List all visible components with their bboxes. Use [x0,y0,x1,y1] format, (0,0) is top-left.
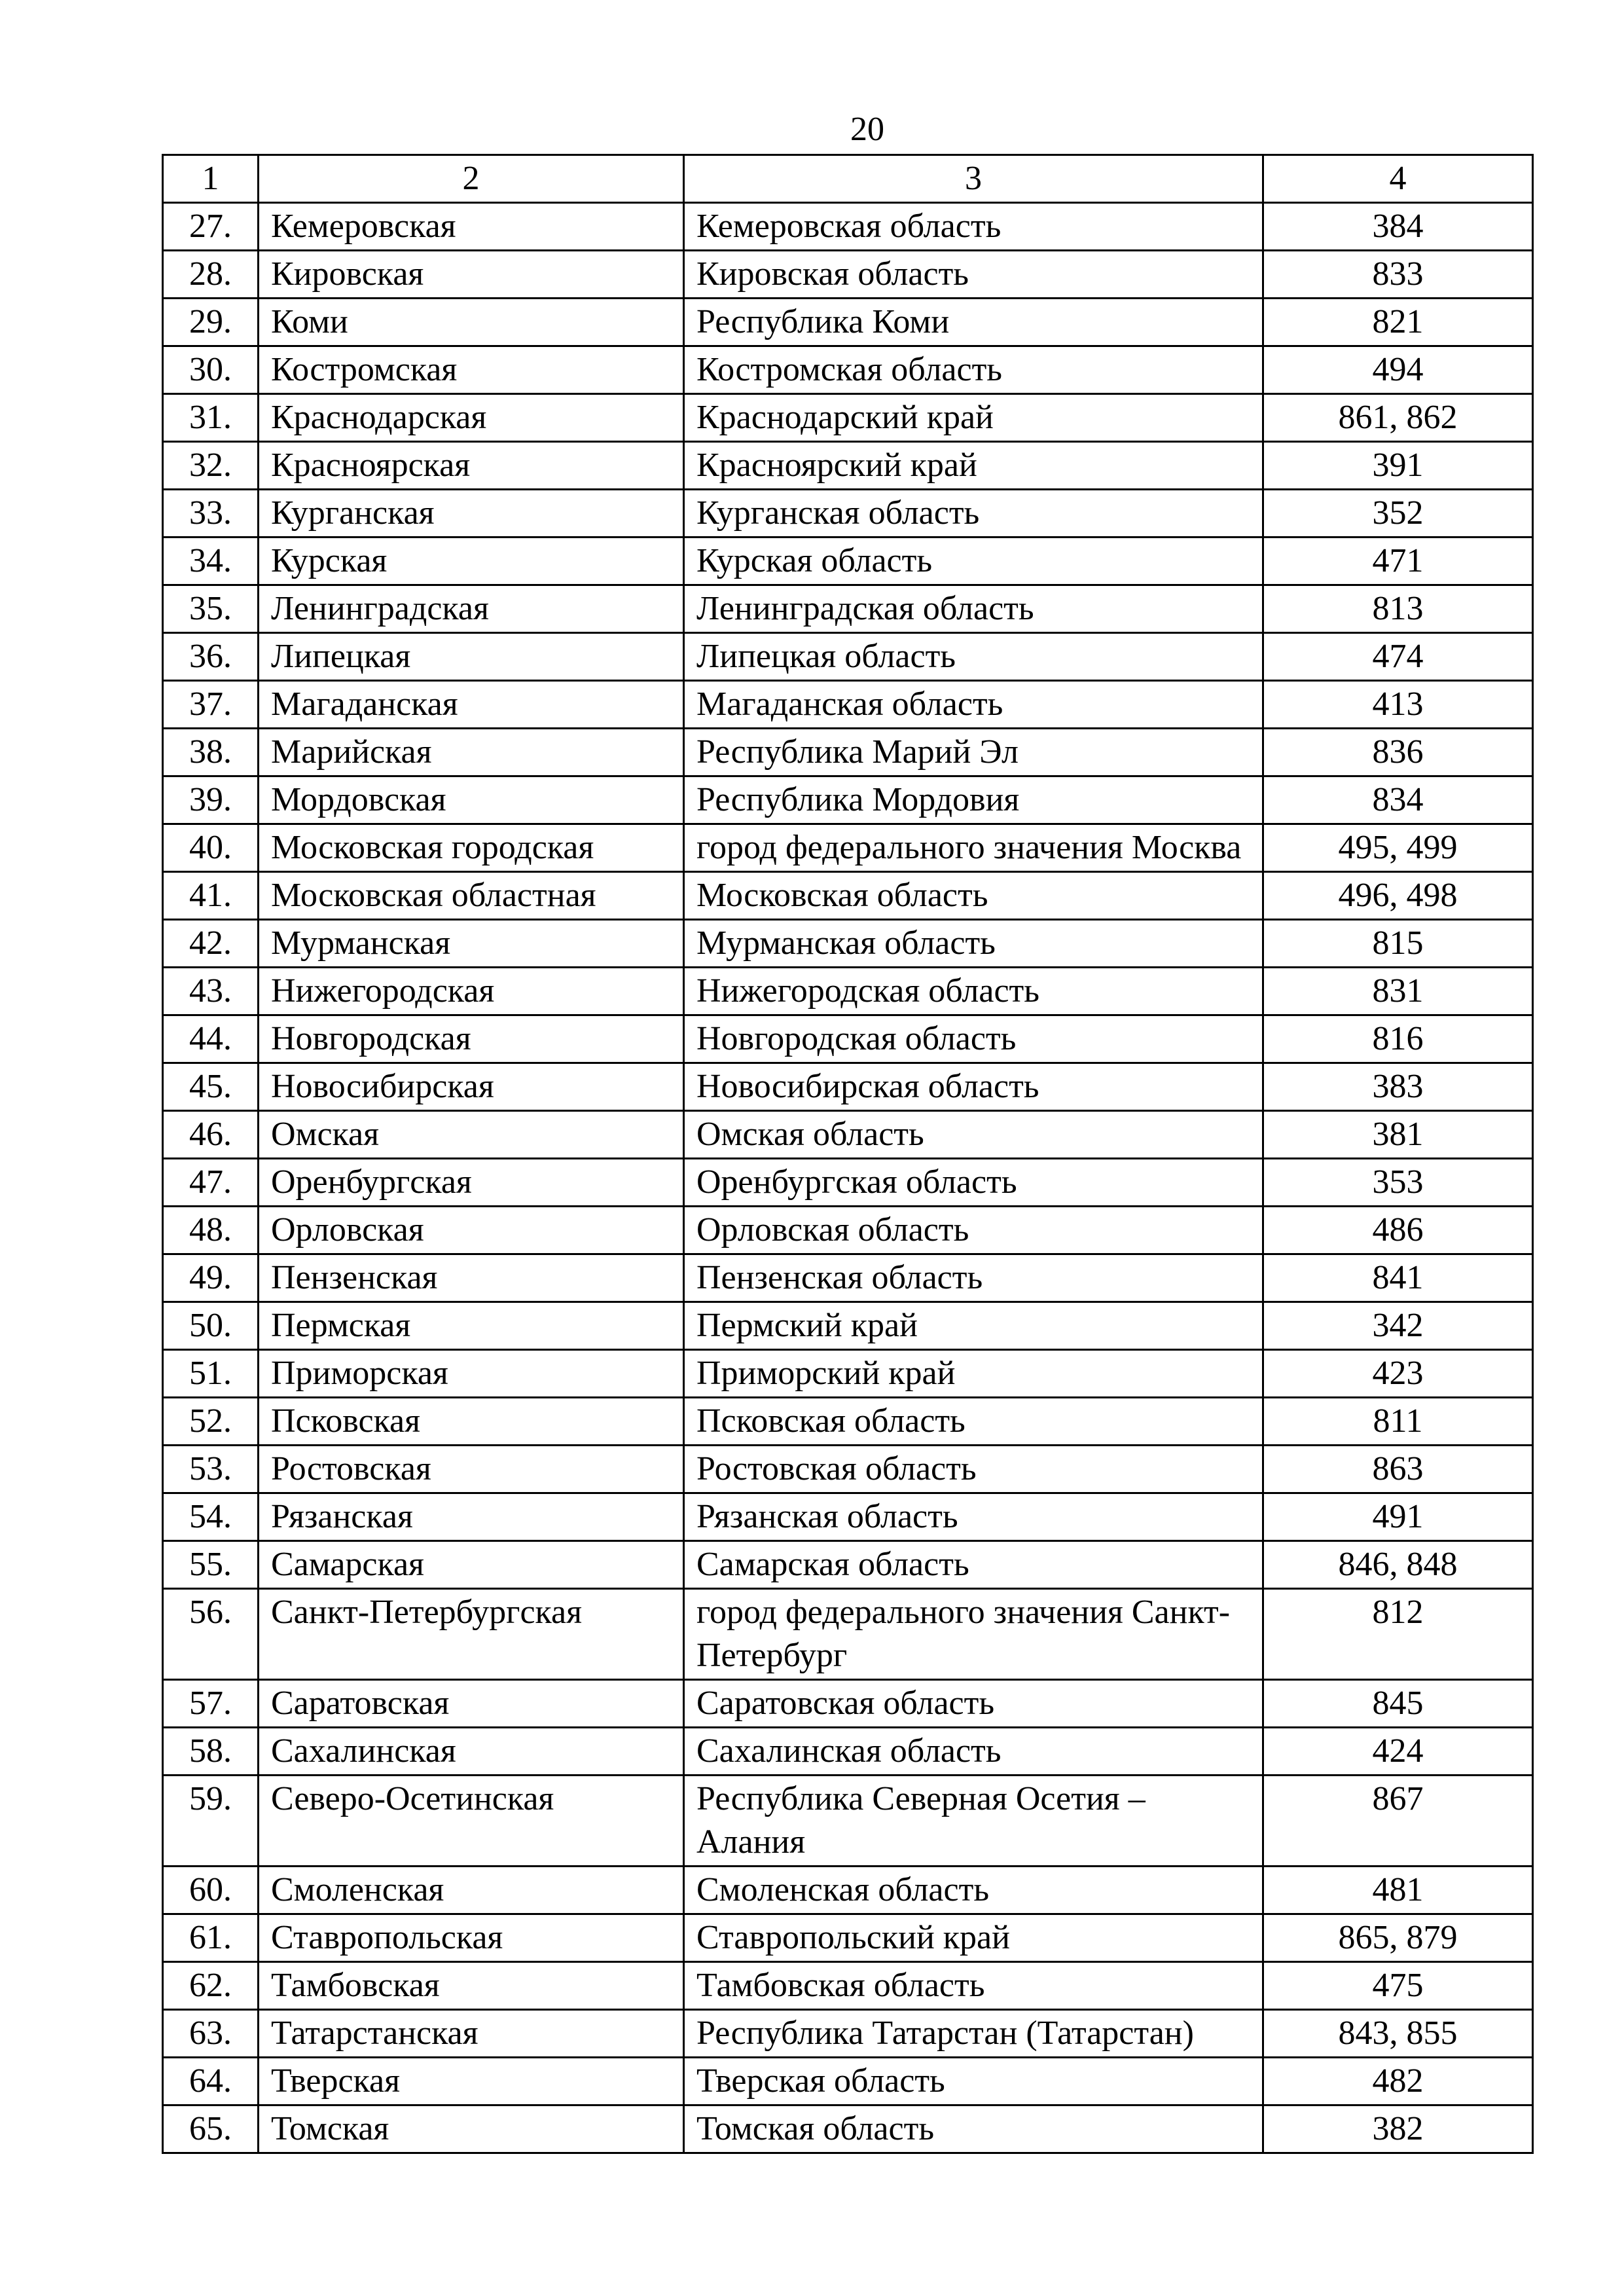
phone-code-cell: 475 [1263,1962,1533,2010]
zone-name-cell: Курганская [259,490,684,538]
row-number-cell: 65. [163,2105,259,2153]
row-number-cell: 30. [163,346,259,394]
phone-code-cell: 865, 879 [1263,1914,1533,1962]
row-number-cell: 50. [163,1302,259,1350]
phone-code-cell: 413 [1263,681,1533,729]
row-number-cell: 57. [163,1680,259,1728]
row-number-cell: 35. [163,585,259,633]
table-row [163,2010,1533,2058]
header-cell-3: 3 [684,155,1263,203]
phone-code-cell: 833 [1263,251,1533,299]
subject-name-cell: Орловская область [684,1207,1263,1254]
subject-name-cell: Кемеровская область [684,203,1263,251]
zone-name-cell: Красноярская [259,442,684,490]
zone-name-cell: Новосибирская [259,1063,684,1111]
table-row [163,1680,1533,1728]
table-row [163,1541,1533,1589]
row-number-cell: 55. [163,1541,259,1589]
table-row [163,1962,1533,2010]
zone-name-cell: Краснодарская [259,394,684,442]
subject-name-cell: Курганская область [684,490,1263,538]
zone-name-cell: Мурманская [259,920,684,968]
subject-name-cell: Оренбургская область [684,1159,1263,1207]
row-number-cell: 41. [163,872,259,920]
page-number: 20 [850,111,884,148]
table-row [163,585,1533,633]
zone-name-cell: Ленинградская [259,585,684,633]
row-number-cell: 31. [163,394,259,442]
phone-code-cell: 495, 499 [1263,824,1533,872]
table-row [163,538,1533,585]
zone-name-cell: Магаданская [259,681,684,729]
zone-name-cell: Рязанская [259,1493,684,1541]
zone-name-cell: Московская областная [259,872,684,920]
zone-name-cell: Нижегородская [259,968,684,1015]
subject-name-cell: Ростовская область [684,1446,1263,1493]
table-row [163,2105,1533,2153]
zone-name-cell: Пензенская [259,1254,684,1302]
table-row [163,872,1533,920]
phone-code-cell: 382 [1263,2105,1533,2153]
zone-name-cell: Кемеровская [259,203,684,251]
phone-code-cell: 834 [1263,776,1533,824]
subject-name-cell: Самарская область [684,1541,1263,1589]
phone-code-cell: 342 [1263,1302,1533,1350]
row-number-cell: 54. [163,1493,259,1541]
subject-name-cell: Пензенская область [684,1254,1263,1302]
subject-name-cell: Рязанская область [684,1493,1263,1541]
zone-name-cell: Самарская [259,1541,684,1589]
phone-code-cell: 471 [1263,538,1533,585]
table-row [163,920,1533,968]
phone-code-cell: 831 [1263,968,1533,1015]
zone-name-cell: Ростовская [259,1446,684,1493]
phone-code-cell: 843, 855 [1263,2010,1533,2058]
zone-name-cell: Новгородская [259,1015,684,1063]
subject-name-cell: Кировская область [684,251,1263,299]
table-row [163,299,1533,346]
subject-name-cell: Московская область [684,872,1263,920]
zone-name-cell: Саратовская [259,1680,684,1728]
table-row [163,346,1533,394]
row-number-cell: 40. [163,824,259,872]
zone-name-cell: Тверская [259,2058,684,2105]
phone-code-cell: 863 [1263,1446,1533,1493]
row-number-cell: 44. [163,1015,259,1063]
subject-name-cell: Ленинградская область [684,585,1263,633]
zone-name-cell: Томская [259,2105,684,2153]
zone-name-cell: Коми [259,299,684,346]
table-row [163,1589,1533,1680]
table-row [163,2058,1533,2105]
phone-code-cell: 821 [1263,299,1533,346]
phone-code-cell: 383 [1263,1063,1533,1111]
row-number-cell: 60. [163,1867,259,1914]
table-row [163,968,1533,1015]
row-number-cell: 47. [163,1159,259,1207]
row-number-cell: 51. [163,1350,259,1398]
phone-code-cell: 494 [1263,346,1533,394]
row-number-cell: 45. [163,1063,259,1111]
zone-name-cell: Татарстанская [259,2010,684,2058]
table-row [163,681,1533,729]
phone-code-cell: 486 [1263,1207,1533,1254]
table-row [163,1776,1533,1867]
subject-name-cell: Тверская область [684,2058,1263,2105]
subject-name-cell: Псковская область [684,1398,1263,1446]
zone-name-cell: Приморская [259,1350,684,1398]
subject-name-cell: Омская область [684,1111,1263,1159]
table-row [163,1111,1533,1159]
row-number-cell: 61. [163,1914,259,1962]
row-number-cell: 32. [163,442,259,490]
phone-code-cell: 352 [1263,490,1533,538]
phone-code-cell: 474 [1263,633,1533,681]
subject-name-cell: Саратовская область [684,1680,1263,1728]
zone-name-cell: Курская [259,538,684,585]
subject-name-cell: Смоленская область [684,1867,1263,1914]
table-row [163,394,1533,442]
zone-name-cell: Кировская [259,251,684,299]
row-number-cell: 58. [163,1728,259,1776]
row-number-cell: 43. [163,968,259,1015]
row-number-cell: 29. [163,299,259,346]
phone-code-cell: 812 [1263,1589,1533,1680]
subject-name-cell: Магаданская область [684,681,1263,729]
row-number-cell: 62. [163,1962,259,2010]
phone-code-cell: 815 [1263,920,1533,968]
phone-code-cell: 811 [1263,1398,1533,1446]
table-row [163,1207,1533,1254]
header-cell-4: 4 [1263,155,1533,203]
zone-name-cell: Орловская [259,1207,684,1254]
phone-code-cell: 391 [1263,442,1533,490]
header-cell-2: 2 [259,155,684,203]
phone-code-cell: 867 [1263,1776,1533,1867]
codes-table [162,154,1534,2154]
table-row [163,1728,1533,1776]
subject-name-cell: Республика Марий Эл [684,729,1263,776]
table-row [163,1446,1533,1493]
zone-name-cell: Московская городская [259,824,684,872]
subject-name-cell: Ставропольский край [684,1914,1263,1962]
table-row [163,776,1533,824]
zone-name-cell: Костромская [259,346,684,394]
subject-name-cell: Сахалинская область [684,1728,1263,1776]
table-row [163,1159,1533,1207]
phone-code-cell: 491 [1263,1493,1533,1541]
table-row [163,1350,1533,1398]
phone-code-cell: 836 [1263,729,1533,776]
row-number-cell: 52. [163,1398,259,1446]
phone-code-cell: 846, 848 [1263,1541,1533,1589]
phone-code-cell: 816 [1263,1015,1533,1063]
zone-name-cell: Северо-Осетинская [259,1776,684,1867]
table-row [163,824,1533,872]
zone-name-cell: Псковская [259,1398,684,1446]
zone-name-cell: Пермская [259,1302,684,1350]
phone-code-cell: 861, 862 [1263,394,1533,442]
row-number-cell: 36. [163,633,259,681]
row-number-cell: 42. [163,920,259,968]
row-number-cell: 63. [163,2010,259,2058]
table-row [163,1063,1533,1111]
row-number-cell: 33. [163,490,259,538]
table-body [163,155,1533,2153]
row-number-cell: 37. [163,681,259,729]
row-number-cell: 56. [163,1589,259,1680]
phone-code-cell: 481 [1263,1867,1533,1914]
subject-name-cell: Костромская область [684,346,1263,394]
subject-name-cell: Мурманская область [684,920,1263,968]
row-number-cell: 28. [163,251,259,299]
phone-code-cell: 845 [1263,1680,1533,1728]
zone-name-cell: Марийская [259,729,684,776]
table-row [163,490,1533,538]
subject-name-cell: Тамбовская область [684,1962,1263,2010]
row-number-cell: 48. [163,1207,259,1254]
table-row [163,203,1533,251]
subject-name-cell: Новосибирская область [684,1063,1263,1111]
phone-code-cell: 841 [1263,1254,1533,1302]
row-number-cell: 27. [163,203,259,251]
zone-name-cell: Ставропольская [259,1914,684,1962]
phone-code-cell: 384 [1263,203,1533,251]
phone-code-cell: 381 [1263,1111,1533,1159]
table-row [163,729,1533,776]
table-row [163,1398,1533,1446]
subject-name-cell: Республика Северная Осетия – Алания [684,1776,1263,1867]
subject-name-cell: Томская область [684,2105,1263,2153]
table-row [163,1015,1533,1063]
row-number-cell: 59. [163,1776,259,1867]
subject-name-cell: Липецкая область [684,633,1263,681]
zone-name-cell: Оренбургская [259,1159,684,1207]
subject-name-cell: Курская область [684,538,1263,585]
table-row [163,633,1533,681]
table-row [163,1914,1533,1962]
table-header-row [163,155,1533,203]
phone-code-cell: 423 [1263,1350,1533,1398]
row-number-cell: 46. [163,1111,259,1159]
zone-name-cell: Сахалинская [259,1728,684,1776]
table-row [163,1254,1533,1302]
row-number-cell: 34. [163,538,259,585]
table-row [163,1867,1533,1914]
zone-name-cell: Санкт-Петербургская [259,1589,684,1680]
subject-name-cell: Пермский край [684,1302,1263,1350]
zone-name-cell: Тамбовская [259,1962,684,2010]
row-number-cell: 64. [163,2058,259,2105]
table-row [163,251,1533,299]
subject-name-cell: Краснодарский край [684,394,1263,442]
subject-name-cell: Республика Татарстан (Татарстан) [684,2010,1263,2058]
table-row [163,1302,1533,1350]
row-number-cell: 38. [163,729,259,776]
table-row [163,442,1533,490]
zone-name-cell: Липецкая [259,633,684,681]
phone-code-cell: 482 [1263,2058,1533,2105]
header-cell-1: 1 [163,155,259,203]
subject-name-cell: город федерального значения Москва [684,824,1263,872]
subject-name-cell: Красноярский край [684,442,1263,490]
zone-name-cell: Мордовская [259,776,684,824]
zone-name-cell: Омская [259,1111,684,1159]
subject-name-cell: город федерального значения Санкт-Петербург [684,1589,1263,1680]
zone-name-cell: Смоленская [259,1867,684,1914]
phone-code-cell: 813 [1263,585,1533,633]
subject-name-cell: Республика Коми [684,299,1263,346]
subject-name-cell: Республика Мордовия [684,776,1263,824]
subject-name-cell: Новгородская область [684,1015,1263,1063]
phone-code-cell: 424 [1263,1728,1533,1776]
table-row [163,1493,1533,1541]
row-number-cell: 49. [163,1254,259,1302]
subject-name-cell: Нижегородская область [684,968,1263,1015]
phone-code-cell: 353 [1263,1159,1533,1207]
phone-code-cell: 496, 498 [1263,872,1533,920]
row-number-cell: 53. [163,1446,259,1493]
subject-name-cell: Приморский край [684,1350,1263,1398]
row-number-cell: 39. [163,776,259,824]
